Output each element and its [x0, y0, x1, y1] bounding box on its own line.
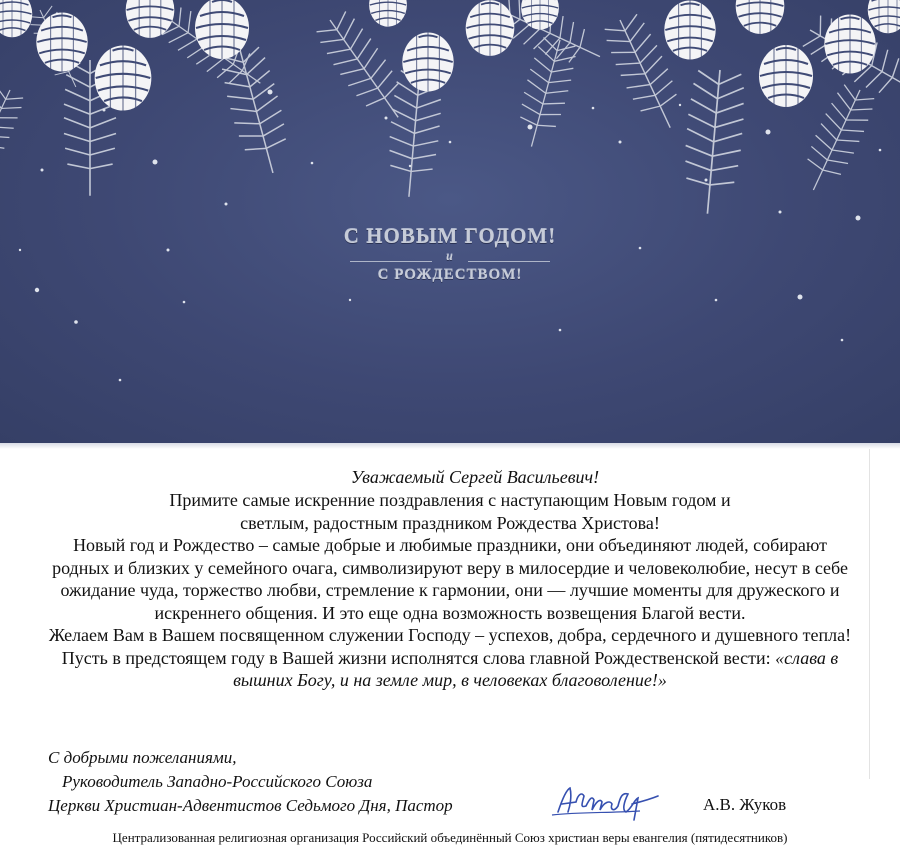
paragraph-3 [0, 624, 900, 692]
title-line-3: С РОЖДЕСТВОМ! [377, 267, 523, 283]
letter-body [0, 466, 900, 692]
handwritten-signature [548, 782, 668, 822]
card-edge [0, 443, 900, 449]
pine-cone [36, 13, 87, 72]
greeting: Уважаемый Сергей Васильевич! [350, 467, 600, 487]
paragraph-1: Примите самые искренние поздравления с наступающим Новым годом и светлым, радостным праздником Рождества Христова! [169, 490, 731, 533]
wish-quote: «слава в вышних Богу, и на земле мир, в человеках благоволение!» [233, 647, 839, 690]
signer-name: А.В. Жуков [703, 795, 787, 814]
signoff [48, 746, 453, 818]
signoff-line-1: С добрыми пожеланиями, [48, 748, 237, 767]
footer-org-line: Централизованная религиозная организация Российский объединённый Союз христиан веры евангелия (пятидесятников) [112, 830, 788, 845]
title-rule-left [350, 261, 432, 262]
paragraph-2: Новый год и Рождество – самые добрые и любимые праздники, они объединяют людей, собирают родных и близких у семейного очага, символизируют веру в милосердие и человеколюбие, несут в себе ожидание чуда, торжество любви, стремление к гармонии, они — лучшие моменты для дружеского и искреннего общения. И это еще одна возможность возвещения Благой вести. [52, 535, 848, 623]
title-rule-right [468, 261, 550, 262]
signoff-line-3: Церкви Христиан-Адвентистов Седьмого Дня, Пастор [48, 796, 453, 815]
signoff-line-2: Руководитель Западно-Российского Союза [62, 772, 373, 791]
title-line-2: и [446, 249, 454, 263]
card-title [310, 222, 590, 288]
wish-text: Желаем Вам в Вашем посвященном служении Господу – успехов, добра, сердечного и душевного тепла! Пусть в предстоящем году в Вашей жизни исполнятся слова главной Рождественской вести: [48, 625, 852, 668]
title-line-1: С НОВЫМ ГОДОМ! [343, 224, 557, 248]
